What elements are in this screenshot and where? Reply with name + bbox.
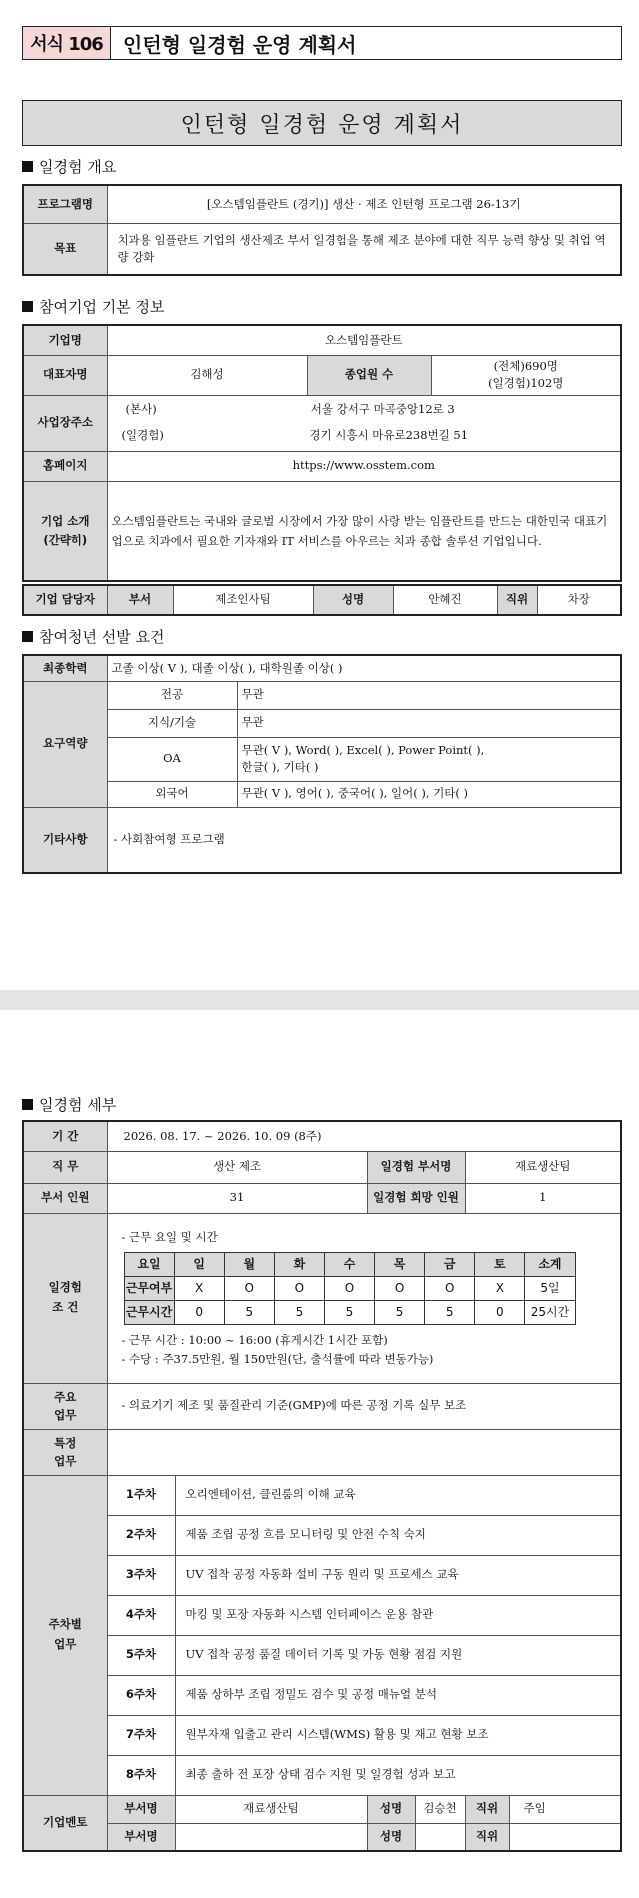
intro-label-cell: [23, 481, 107, 581]
section-heading-company: [22, 296, 164, 317]
etc-label: 기타사항: [23, 807, 107, 873]
schedule-cell: 5: [375, 1300, 425, 1324]
major-value: 무관: [237, 681, 621, 709]
document-page-2: [0, 1010, 639, 1898]
etc-value: - 사회참여형 프로그램: [107, 807, 621, 873]
schedule-cell: 5일: [525, 1276, 575, 1300]
main-duty-label-1: 주요: [54, 1389, 77, 1404]
special-duty-label-1: 특정: [54, 1435, 77, 1450]
contact-dept-label: 부서: [107, 585, 173, 615]
address-label: 사업장주소: [23, 395, 107, 451]
conditions-value: [107, 1213, 621, 1383]
period-value: 2026. 08. 17. ~ 2026. 10. 09 (8주): [107, 1121, 621, 1151]
conditions-label-cell: [23, 1213, 107, 1383]
week-label: 5주차: [107, 1635, 175, 1675]
weekly-label-cell: [23, 1475, 107, 1795]
want-value: 1: [465, 1183, 621, 1213]
requirements-table: [22, 654, 622, 874]
week-label: 6주차: [107, 1675, 175, 1715]
schedule-cell: 5: [274, 1300, 324, 1324]
week-task: 마킹 및 포장 자동화 시스템 인터페이스 운용 참관: [175, 1595, 621, 1635]
special-duty-label-2: 업무: [54, 1454, 77, 1468]
weekly-label-1: 주차별: [48, 1617, 82, 1632]
schedule-cell: 5: [425, 1300, 475, 1324]
mentor2-pos-label: 직위: [465, 1823, 509, 1851]
week-label: 7주차: [107, 1715, 175, 1755]
section-heading-overview: [22, 156, 116, 177]
conditions-label-1: 일경험: [48, 1280, 82, 1295]
address-hq-tag: (본사): [125, 402, 157, 417]
schedule-table: [124, 1252, 576, 1325]
employees-label: 종업원 수: [307, 355, 431, 395]
mentor2-name-value: [415, 1823, 465, 1851]
schedule-cell: 5: [324, 1300, 374, 1324]
schedule-head-cell: 목: [375, 1252, 425, 1276]
conditions-label-2: 조 건: [52, 1300, 79, 1314]
ceo-label: 대표자명: [23, 355, 107, 395]
schedule-cell: 0: [174, 1300, 224, 1324]
conditions-title: - 근무 요일 및 시간: [121, 1230, 218, 1245]
schedule-workday-row: [124, 1276, 575, 1300]
schedule-head-cell: 월: [224, 1252, 274, 1276]
section-heading-details: [22, 1094, 116, 1115]
education-label: 최종학력: [23, 655, 107, 681]
address-site: 경기 시흥시 마유로238번길 51: [309, 428, 469, 443]
form-header: [22, 26, 622, 60]
section-heading-requirements: [22, 626, 164, 647]
schedule-row-label: 근무시간: [124, 1300, 174, 1324]
section-title: 일경험 세부: [39, 1096, 117, 1114]
schedule-header-row: [124, 1252, 575, 1276]
oa-label: OA: [107, 737, 237, 781]
oa-line-2: 한글( ), 기타( ): [241, 760, 319, 774]
mentor-pos-value: 주임: [509, 1795, 621, 1823]
mentor2-name-label: 성명: [367, 1823, 415, 1851]
education-value: 고졸 이상( V ), 대졸 이상( ), 대학원졸 이상( ): [107, 655, 621, 681]
mentor2-dept-label: 부서명: [107, 1823, 175, 1851]
skills-label: 요구역량: [23, 681, 107, 807]
homepage-label: 홈페이지: [23, 451, 107, 481]
square-bullet-icon: [22, 161, 33, 172]
details-table: [22, 1120, 622, 1852]
schedule-head-cell: 일: [174, 1252, 224, 1276]
section-title: 일경험 개요: [39, 158, 117, 176]
week-task: 최종 출하 전 포장 상태 검수 지원 및 일경험 성과 보고: [175, 1755, 621, 1795]
company-table: [22, 324, 622, 582]
document-title: 인턴형 일경험 운영 계획서: [22, 100, 622, 146]
major-label: 전공: [107, 681, 237, 709]
oa-line-1: 무관( V ), Word( ), Excel( ), Power Point( ),: [241, 742, 485, 757]
contact-pos-label: 직위: [497, 585, 537, 615]
program-value: [오스템임플란트 (경기)] 생산 · 제조 인턴형 프로그램 26-13기: [107, 185, 621, 223]
schedule-head-cell: 화: [274, 1252, 324, 1276]
form-number: 서식 106: [23, 27, 111, 59]
staff-value: 31: [107, 1183, 367, 1213]
special-duty-label-cell: [23, 1429, 107, 1475]
schedule-cell: O: [274, 1276, 324, 1300]
section-title: 참여기업 기본 정보: [39, 298, 165, 316]
schedule-row-label: 근무여부: [124, 1276, 174, 1300]
contact-pos-value: 차장: [537, 585, 621, 615]
special-duty-value: [107, 1429, 621, 1475]
program-label: 프로그램명: [23, 185, 107, 223]
week-task: 제품 상하부 조립 정밀도 검수 및 공정 매뉴얼 분석: [175, 1675, 621, 1715]
week-label: 1주차: [107, 1475, 175, 1515]
week-task: 오리엔테이션, 클린룸의 이해 교육: [175, 1475, 621, 1515]
main-duty-label-cell: [23, 1383, 107, 1429]
week-label: 4주차: [107, 1595, 175, 1635]
section-title: 참여청년 선발 요건: [39, 628, 165, 646]
ceo-value: 김해성: [107, 355, 307, 395]
mentor2-dept-value: [175, 1823, 367, 1851]
language-label: 외국어: [107, 781, 237, 807]
schedule-head-cell: 토: [475, 1252, 525, 1276]
mentor-name-label: 성명: [367, 1795, 415, 1823]
main-duty-value: - 의료기기 제조 및 품질관리 기준(GMP)에 따른 공정 기록 실무 보조: [107, 1383, 621, 1429]
intern-dept-label: 일경험 부서명: [367, 1151, 465, 1183]
weekly-label-2: 업무: [54, 1637, 77, 1651]
homepage-value: https://www.osstem.com: [107, 451, 621, 481]
intro-label: 기업 소개: [41, 514, 90, 529]
contact-name-value: 안혜진: [393, 585, 497, 615]
mentor2-pos-value: [509, 1823, 621, 1851]
schedule-head-cell: 수: [324, 1252, 374, 1276]
staff-label: 부서 인원: [23, 1183, 107, 1213]
week-label: 8주차: [107, 1755, 175, 1795]
form-title: 인턴형 일경험 운영 계획서: [123, 32, 357, 57]
company-name-label: 기업명: [23, 325, 107, 355]
contact-name-label: 성명: [313, 585, 393, 615]
mentor-name-value: 김승천: [415, 1795, 465, 1823]
week-task: UV 접착 공정 자동화 설비 구동 원리 및 프로세스 교육: [175, 1555, 621, 1595]
main-duty-label-2: 업무: [54, 1408, 77, 1422]
square-bullet-icon: [22, 301, 33, 312]
conditions-note-hours: - 근무 시간 : 10:00 ~ 16:00 (휴게시간 1시간 포함): [121, 1332, 388, 1347]
duty-value: 생산 제조: [107, 1151, 367, 1183]
intro-value: 오스템임플란트는 국내와 글로벌 시장에서 가장 많이 사랑 받는 임플란트를 만드는 대한민국 대표기업으로 치과에서 필요한 기자재와 IT 서비스를 아우르는 치과 종합 솔루션 기업입니다.: [107, 481, 621, 581]
address-hq: 서울 강서구 마곡중앙12로 3: [310, 402, 455, 417]
schedule-hours-row: [124, 1300, 575, 1324]
oa-value: [237, 737, 621, 781]
overview-table: [22, 184, 622, 276]
intern-dept-value: 재료생산팀: [465, 1151, 621, 1183]
week-task: 제품 조립 공정 흐름 모니터링 및 안전 수칙 숙지: [175, 1515, 621, 1555]
mentor-pos-label: 직위: [465, 1795, 509, 1823]
square-bullet-icon: [22, 1099, 33, 1110]
schedule-head-cell: 소계: [525, 1252, 575, 1276]
mentor-label: 기업멘토: [23, 1795, 107, 1851]
conditions-note-pay: - 수당 : 주37.5만원, 월 150만원(단, 출석률에 따라 변동가능): [121, 1352, 434, 1367]
address-site-tag: (일경험): [121, 428, 164, 443]
company-name-value: 오스템임플란트: [107, 325, 621, 355]
schedule-cell: X: [475, 1276, 525, 1300]
want-label: 일경험 희망 인원: [367, 1183, 465, 1213]
schedule-cell: 25시간: [525, 1300, 575, 1324]
contact-dept-value: 제조인사팀: [173, 585, 313, 615]
duty-label: 직 무: [23, 1151, 107, 1183]
schedule-head-cell: 금: [425, 1252, 475, 1276]
knowledge-value: 무관: [237, 709, 621, 737]
language-value: 무관( V ), 영어( ), 중국어( ), 일어( ), 기타( ): [237, 781, 621, 807]
schedule-cell: O: [324, 1276, 374, 1300]
schedule-cell: 5: [224, 1300, 274, 1324]
square-bullet-icon: [22, 631, 33, 642]
schedule-cell: O: [224, 1276, 274, 1300]
contact-label: 기업 담당자: [23, 585, 107, 615]
employees-value: [431, 355, 621, 395]
employees-intern: (일경험)102명: [488, 376, 564, 390]
schedule-cell: O: [425, 1276, 475, 1300]
address-value: [107, 395, 621, 451]
goal-value: 치과용 임플란트 기업의 생산제조 부서 일경험을 통해 제조 분야에 대한 직무 능력 향상 및 취업 역량 강화: [107, 223, 621, 275]
schedule-head-cell: 요일: [124, 1252, 174, 1276]
period-label: 기 간: [23, 1121, 107, 1151]
week-label: 3주차: [107, 1555, 175, 1595]
contact-table: [22, 584, 622, 616]
mentor-dept-label: 부서명: [107, 1795, 175, 1823]
week-label: 2주차: [107, 1515, 175, 1555]
schedule-cell: O: [375, 1276, 425, 1300]
schedule-cell: 0: [475, 1300, 525, 1324]
mentor-dept-value: 재료생산팀: [175, 1795, 367, 1823]
knowledge-label: 지식/기술: [107, 709, 237, 737]
employees-total: (전체)690명: [493, 359, 558, 374]
goal-label: 목표: [23, 223, 107, 275]
week-task: UV 접착 공정 품질 데이터 기록 및 가동 현황 점검 지원: [175, 1635, 621, 1675]
schedule-cell: X: [174, 1276, 224, 1300]
week-task: 원부자재 입출고 관리 시스템(WMS) 활용 및 재고 현황 보조: [175, 1715, 621, 1755]
intro-sub-label: (간략히): [43, 532, 88, 547]
